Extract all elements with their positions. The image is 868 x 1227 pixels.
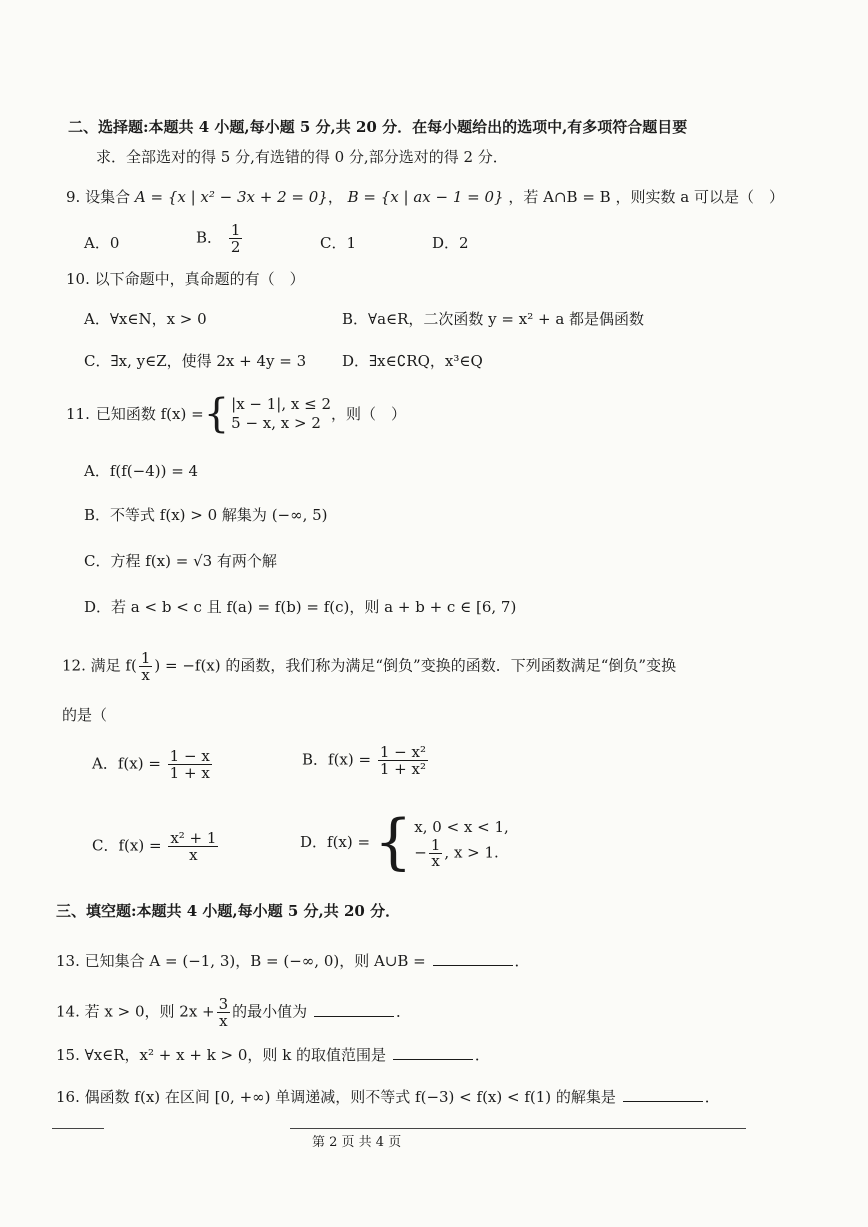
section2-header: 二、选择题:本题共 4 小题,每小题 5 分,共 20 分．在每小题给出的选项中,有多项符合题目要 [68,118,688,136]
q12-frac-den: x [141,666,150,684]
q11-option-a: A．f(f(−4)) = 4 [84,462,199,480]
q16-text: 偶函数 f(x) 在区间 [0, +∞) 单调递减，则不等式 f(−3) < f(x) < f(1) 的解集是 [84,1088,616,1106]
q12-text-b: = −f(x) 的函数，我们称为满足“倒负”变换的函数．下列函数满足“倒负”变换 [165,656,677,675]
q12-option-b-label: B．f(x) = [302,750,372,769]
q14-frac-den: x [219,1012,228,1030]
q12-option-a-num: 1 − x [169,747,210,765]
q12-frac-num: 1 [140,649,151,667]
q11-text-b: ，则（ ） [331,405,407,423]
q9-option-b [196,222,244,255]
q14-number: 14. [56,1002,80,1021]
q12-option-a-label: A．f(x) = [92,754,161,773]
q15-end: ． [474,1046,490,1064]
question-15 [56,1044,490,1066]
q9-option-b-fraction [229,222,243,255]
q10-option-a: A．∀x∈N，x > 0 [84,310,207,328]
q9-option-c: C．1 [320,234,357,252]
q11-text-a: 已知函数 f(x) = [95,405,204,423]
q11-option-d: D．若 a < b < c 且 f(a) = f(b) = f(c)，则 a + b + c ∈ [6, 7) [84,598,517,616]
question-16 [56,1086,720,1108]
q10-text: 以下命题中，真命题的有（ ） [94,270,305,288]
q9-number: 9. [66,188,81,206]
q14-end: ． [395,1002,411,1021]
q16-number: 16. [56,1088,80,1106]
q11-number: 11. [66,405,90,423]
q12-option-d-case-2-num: 1 [430,835,441,854]
q11-brace: { [203,391,230,437]
footer-rule-right [290,1128,746,1129]
q11-option-c: C．方程 f(x) = √3 有两个解 [84,552,277,570]
footer-rule-left [52,1128,104,1129]
q12-option-d-case-2-sign: − [414,843,427,861]
q14-text-b: 的最小值为 [232,1002,308,1021]
q12-option-a-den: 1 + x [169,764,210,782]
q12-option-b-num: 1 − x² [379,743,426,761]
section2-header-cont: 求．全部选对的得 5 分,有选错的得 0 分,部分选对的得 2 分． [96,148,508,166]
q9-option-a: A．0 [84,234,120,252]
q9-option-b-label: B． [196,228,223,247]
q10-option-c: C．∃x, y∈Z，使得 2x + 4y = 3 [84,352,307,370]
q12-option-d-label: D．f(x) = [300,833,371,851]
question-9 [66,186,784,208]
q12-fraction [139,650,153,683]
q9-option-b-num: 1 [230,221,241,239]
q12-option-d-case-2-den: x [431,851,440,870]
q14-frac-num: 3 [218,995,229,1013]
q12-option-b-den: 1 + x² [379,760,426,778]
q12-text-c: 的是（ [62,706,108,724]
q9-text-a: 设集合 [85,188,131,206]
q14-text-a: 若 x > 0，则 2x + [84,1002,215,1021]
q9-option-b-den: 2 [230,238,241,256]
q16-end: ． [704,1088,720,1106]
question-12: 12. 满足 f( $\frac{1}{x}$ ) = −f(x) 的函数，我们称为满足“倒负”变换的函数．下列函数满足“倒负”变换 [62,649,677,684]
q13-number: 13. [56,952,80,970]
q12-text-a: 满足 f [90,656,131,675]
q11-case-2: 5 − x, x > 2 [231,414,321,432]
q12-option-d [300,807,509,877]
q15-number: 15. [56,1046,80,1064]
q9-sep: ， [327,188,343,206]
question-14 [56,996,411,1029]
q9-set-b: B = {x | ax − 1 = 0} [347,188,504,206]
q15-text: ∀x∈R，x² + x + k > 0，则 k 的取值范围是 [84,1046,387,1064]
q13-text: 已知集合 A = (−1, 3)，B = (−∞, 0)，则 A∪B = [84,952,426,970]
question-11 [66,391,407,437]
q12-number: 12. [62,656,86,675]
q12-option-d-case-1: x, 0 < x < 1, [414,817,509,836]
q12-option-c [92,830,220,863]
q9-option-d: D．2 [432,234,469,252]
q12-option-c-label: C．f(x) = [92,836,162,855]
q12-option-d-case-2-cond: , x > 1. [444,843,499,861]
q13-answer-blank[interactable] [433,951,513,966]
q12-option-a [92,748,214,781]
q15-answer-blank[interactable] [393,1045,473,1060]
q11-piecewise [203,391,331,437]
q10-number: 10. [66,270,90,288]
q10-option-d: D．∃x∈∁RQ，x³∈Q [342,352,483,370]
q9-text-b: ，若 A∩B = B ，则实数 a 可以是（ ） [508,188,784,206]
question-10 [66,268,305,290]
q14-answer-blank[interactable] [314,1002,394,1017]
page-number: 第 2 页 共 4 页 [312,1135,402,1150]
q12-option-c-den: x [189,846,198,864]
q10-option-b: B．∀a∈R，二次函数 y = x² + a 都是偶函数 [342,310,645,328]
question-13 [56,950,530,972]
q12-option-b [302,744,430,777]
q9-set-a: A = {x | x² − 3x + 2 = 0} [134,188,328,206]
q12-option-c-num: x² + 1 [170,829,217,847]
q11-case-1: |x − 1|, x ≤ 2 [231,395,331,413]
q16-answer-blank[interactable] [623,1087,703,1102]
q13-end: ． [514,952,530,970]
q11-option-b: B．不等式 f(x) > 0 解集为 (−∞, 5) [84,506,328,524]
q12-option-d-brace: { [374,807,413,877]
section3-header: 三、填空题:本题共 4 小题,每小题 5 分,共 20 分． [56,902,401,920]
